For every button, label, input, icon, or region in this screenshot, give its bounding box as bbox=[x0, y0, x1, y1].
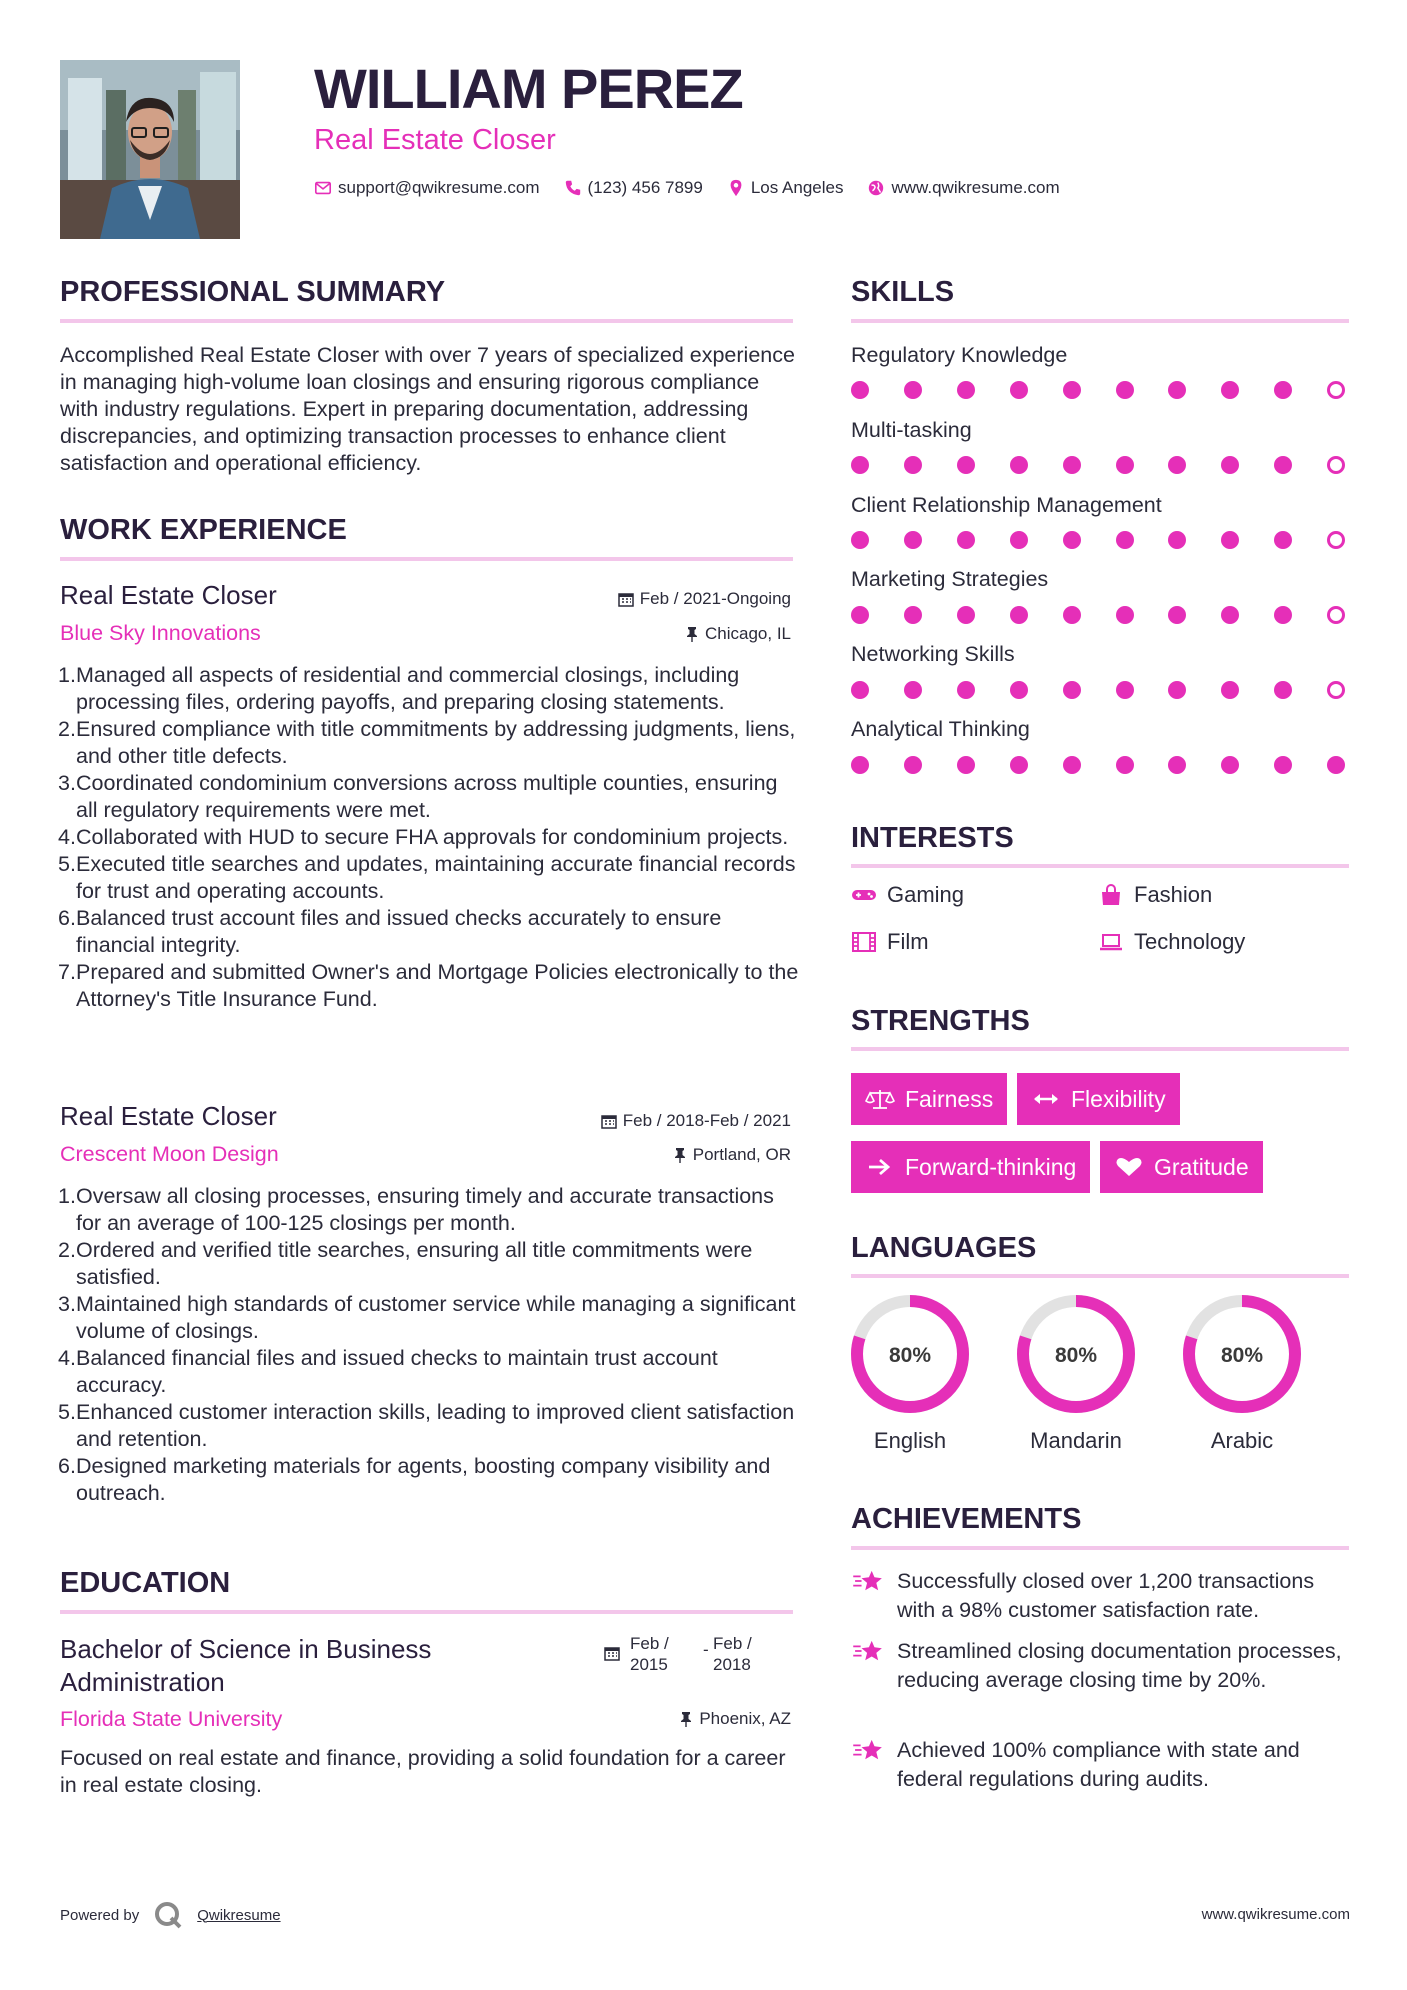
skill-dot-filled bbox=[1063, 681, 1081, 699]
interest-label: Gaming bbox=[887, 882, 965, 907]
languages-divider bbox=[851, 1274, 1349, 1278]
achievement-text: Streamlined closing documentation processes, reducing average closing time by 20%. bbox=[897, 1639, 1342, 1692]
skill-dot-filled bbox=[1221, 381, 1239, 399]
interests-heading: INTERESTS bbox=[851, 822, 1014, 854]
language-name: Mandarin bbox=[1030, 1428, 1122, 1453]
skill-dot-filled bbox=[1063, 606, 1081, 624]
experience-divider bbox=[60, 557, 793, 561]
strength-chip bbox=[1017, 1073, 1180, 1125]
skill-dot-filled bbox=[1010, 456, 1028, 474]
skill-dot-filled bbox=[851, 681, 869, 699]
globe-icon bbox=[867, 179, 885, 197]
skill-dot-filled bbox=[957, 456, 975, 474]
achievement-item bbox=[851, 1567, 1351, 1625]
interest-item bbox=[1098, 929, 1245, 955]
achievement-text: Achieved 100% compliance with state and federal regulations during audits. bbox=[897, 1738, 1300, 1791]
footer-brand-link[interactable]: Qwikresume bbox=[197, 1906, 281, 1924]
list-item: 2. Ensured compliance with title commitments by addressing judgments, liens, and other title defects. bbox=[58, 717, 796, 768]
job-duties-list bbox=[58, 662, 803, 1013]
strengths-divider bbox=[851, 1047, 1349, 1051]
experience-heading: WORK EXPERIENCE bbox=[60, 514, 347, 546]
calendar-icon bbox=[618, 591, 634, 607]
language-item bbox=[848, 1292, 972, 1454]
language-item bbox=[1180, 1292, 1304, 1454]
job-location-text: Portland, OR bbox=[692, 1145, 791, 1164]
school-name: Florida State University bbox=[60, 1707, 283, 1731]
skill-dot-filled bbox=[1010, 681, 1028, 699]
language-progress-ring bbox=[1014, 1292, 1138, 1416]
skill-dot-filled bbox=[1063, 756, 1081, 774]
skill-dot-filled bbox=[957, 756, 975, 774]
education-end-year: 2018 bbox=[713, 1655, 751, 1674]
skill-rating bbox=[851, 381, 1351, 401]
skill-dot-filled bbox=[1221, 606, 1239, 624]
language-percent: 80% bbox=[888, 1344, 932, 1367]
skill-dot-filled bbox=[1116, 456, 1134, 474]
skill-name: Analytical Thinking bbox=[851, 717, 1030, 741]
skill-dot-filled bbox=[1221, 531, 1239, 549]
skill-name: Networking Skills bbox=[851, 642, 1015, 666]
skill-dot-filled bbox=[957, 681, 975, 699]
strength-label: Forward-thinking bbox=[905, 1153, 1077, 1180]
education-location-text: Phoenix, AZ bbox=[699, 1709, 791, 1728]
contact-location bbox=[727, 178, 844, 198]
list-item: 1. Oversaw all closing processes, ensuring timely and accurate transactions for an average of 100-125 closings per month. bbox=[58, 1184, 774, 1235]
language-name: English bbox=[873, 1428, 947, 1453]
skill-dot-filled bbox=[1116, 606, 1134, 624]
list-item: 4. Balanced financial files and issued checks to maintain trust account accuracy. bbox=[58, 1346, 718, 1397]
pushpin-icon bbox=[673, 1147, 687, 1163]
skill-rating bbox=[851, 456, 1351, 476]
skill-dot-filled bbox=[1274, 456, 1292, 474]
skill-dot-empty bbox=[1327, 531, 1345, 549]
gamepad-icon bbox=[851, 884, 877, 906]
skill-dot-filled bbox=[1168, 606, 1186, 624]
pushpin-icon bbox=[685, 626, 699, 642]
skill-dot-empty bbox=[1327, 606, 1345, 624]
skill-name: Multi-tasking bbox=[851, 418, 972, 442]
phone-icon bbox=[564, 179, 582, 197]
strength-label: Flexibility bbox=[1071, 1085, 1166, 1112]
achievement-item bbox=[851, 1736, 1351, 1794]
calendar-icon bbox=[601, 1113, 617, 1129]
skill-dot-empty bbox=[1327, 381, 1345, 399]
shooting-star-icon bbox=[851, 1637, 885, 1663]
laptop-icon bbox=[1098, 931, 1124, 953]
envelope-icon bbox=[314, 179, 332, 197]
strength-label: Fairness bbox=[905, 1085, 994, 1112]
shopping-bag-icon bbox=[1098, 884, 1124, 906]
skill-dot-filled bbox=[1327, 756, 1345, 774]
skill-dot-filled bbox=[851, 606, 869, 624]
candidate-name: WILLIAM PEREZ bbox=[314, 57, 743, 120]
skill-dot-filled bbox=[1010, 381, 1028, 399]
interest-label: Film bbox=[887, 929, 929, 954]
languages-heading: LANGUAGES bbox=[851, 1232, 1037, 1264]
skill-name: Marketing Strategies bbox=[851, 567, 1049, 591]
strength-chip bbox=[851, 1073, 1007, 1125]
list-item: 3. Maintained high standards of customer service while managing a significant volume of closings. bbox=[58, 1292, 796, 1343]
job-date bbox=[601, 1111, 791, 1131]
achievement-item bbox=[851, 1637, 1351, 1695]
interests-divider bbox=[851, 864, 1349, 868]
skills-divider bbox=[851, 319, 1349, 323]
skill-dot-filled bbox=[851, 381, 869, 399]
job-company: Crescent Moon Design bbox=[60, 1142, 279, 1166]
heart-icon bbox=[1114, 1155, 1144, 1179]
list-item: 5. Enhanced customer interaction skills, leading to improved client satisfaction and retention. bbox=[58, 1400, 795, 1451]
skill-dot-filled bbox=[1010, 606, 1028, 624]
skill-dot-empty bbox=[1327, 456, 1345, 474]
skill-rating bbox=[851, 606, 1351, 626]
education-start-year: 2015 bbox=[630, 1655, 668, 1674]
interest-item bbox=[851, 882, 964, 908]
education-end-month: Feb / bbox=[713, 1634, 752, 1653]
pushpin-icon bbox=[679, 1711, 693, 1727]
skill-name: Regulatory Knowledge bbox=[851, 343, 1068, 367]
language-percent: 80% bbox=[1054, 1344, 1098, 1367]
education-date-separator: - bbox=[703, 1640, 709, 1659]
summary-text: Accomplished Real Estate Closer with over 7 years of specialized experience in managing high-volume loan closings and ensuring rigorous compliance with industry regulations. Expert in preparing documentation, addressing discrepancies, and optimizing transaction processes to enhance client satisfaction and operational efficiency. bbox=[60, 343, 795, 475]
job-date bbox=[618, 589, 791, 609]
job-location bbox=[673, 1145, 791, 1165]
strengths-heading: STRENGTHS bbox=[851, 1005, 1030, 1037]
skill-dot-filled bbox=[1010, 531, 1028, 549]
profile-photo bbox=[60, 60, 240, 239]
film-icon bbox=[851, 931, 877, 953]
map-pin-icon bbox=[727, 179, 745, 197]
list-item: 6. Designed marketing materials for agents, boosting company visibility and outreach. bbox=[58, 1454, 771, 1505]
job-date-text: Feb / 2021-Ongoing bbox=[639, 589, 791, 608]
interest-label: Technology bbox=[1134, 929, 1246, 954]
location-text: Los Angeles bbox=[750, 178, 844, 197]
balance-scale-icon bbox=[865, 1087, 895, 1111]
education-start-month: Feb / bbox=[630, 1634, 669, 1653]
skill-dot-filled bbox=[957, 381, 975, 399]
skill-dot-filled bbox=[1116, 681, 1134, 699]
skill-dot-filled bbox=[1168, 381, 1186, 399]
list-item: 1. Managed all aspects of residential and commercial closings, including processing files, ordering payoffs, and preparing closing statements. bbox=[58, 663, 740, 714]
education-divider bbox=[60, 1610, 793, 1614]
summary-heading: PROFESSIONAL SUMMARY bbox=[60, 276, 446, 308]
degree-title: Bachelor of Science in Business Administration bbox=[60, 1634, 432, 1697]
skill-dot-filled bbox=[904, 456, 922, 474]
contact-bar bbox=[314, 178, 1074, 198]
website-text: www.qwikresume.com bbox=[891, 178, 1060, 197]
job-duties-list bbox=[58, 1183, 803, 1507]
contact-email[interactable] bbox=[314, 178, 540, 198]
skill-dot-filled bbox=[1010, 756, 1028, 774]
achievements-heading: ACHIEVEMENTS bbox=[851, 1503, 1082, 1535]
contact-phone[interactable] bbox=[564, 178, 703, 198]
skill-dot-filled bbox=[1063, 531, 1081, 549]
skill-dot-filled bbox=[1168, 531, 1186, 549]
shooting-star-icon bbox=[851, 1736, 885, 1762]
interest-label: Fashion bbox=[1134, 882, 1213, 907]
arrow-right-icon bbox=[865, 1155, 895, 1179]
skill-dot-filled bbox=[957, 606, 975, 624]
language-percent: 80% bbox=[1220, 1344, 1264, 1367]
education-start-date bbox=[630, 1633, 669, 1675]
qwikresume-logo-icon bbox=[153, 1900, 183, 1930]
skill-dot-filled bbox=[1274, 531, 1292, 549]
skill-dot-filled bbox=[1221, 456, 1239, 474]
skill-dot-filled bbox=[957, 531, 975, 549]
skills-heading: SKILLS bbox=[851, 276, 955, 308]
skill-dot-filled bbox=[851, 456, 869, 474]
skill-rating bbox=[851, 531, 1351, 551]
skill-dot-filled bbox=[904, 381, 922, 399]
interest-item bbox=[1098, 882, 1212, 908]
skill-dot-filled bbox=[904, 606, 922, 624]
skill-dot-filled bbox=[1221, 756, 1239, 774]
skill-dot-filled bbox=[1221, 681, 1239, 699]
education-location bbox=[679, 1709, 791, 1729]
skill-dot-filled bbox=[904, 756, 922, 774]
skill-dot-filled bbox=[1168, 456, 1186, 474]
calendar-icon bbox=[604, 1645, 620, 1661]
skill-dot-filled bbox=[904, 531, 922, 549]
skill-dot-filled bbox=[1063, 456, 1081, 474]
skill-rating bbox=[851, 681, 1351, 701]
language-progress-ring bbox=[1180, 1292, 1304, 1416]
skill-dot-filled bbox=[1116, 531, 1134, 549]
strength-chip bbox=[851, 1141, 1090, 1193]
language-progress-ring bbox=[848, 1292, 972, 1416]
language-item bbox=[1014, 1292, 1138, 1454]
skill-dot-filled bbox=[1168, 681, 1186, 699]
footer-branding bbox=[60, 1900, 281, 1930]
powered-by-text: Powered by bbox=[60, 1906, 140, 1924]
education-end-date bbox=[713, 1633, 752, 1675]
footer-website-link[interactable]: www.qwikresume.com bbox=[1201, 1906, 1350, 1923]
list-item: 6. Balanced trust account files and issued checks accurately to ensure financial integrity. bbox=[58, 906, 722, 957]
skill-dot-filled bbox=[1274, 606, 1292, 624]
job-company: Blue Sky Innovations bbox=[60, 621, 261, 645]
education-heading: EDUCATION bbox=[60, 1567, 231, 1599]
skill-dot-filled bbox=[1116, 381, 1134, 399]
summary-divider bbox=[60, 319, 793, 323]
skill-rating bbox=[851, 756, 1351, 776]
achievements-divider bbox=[851, 1546, 1349, 1550]
list-item: 7. Prepared and submitted Owner's and Mortgage Policies electronically to the Attorney's Title Insurance Fund. bbox=[58, 960, 799, 1011]
contact-website[interactable] bbox=[867, 178, 1059, 198]
job-location-text: Chicago, IL bbox=[705, 624, 791, 643]
skill-dot-filled bbox=[1274, 381, 1292, 399]
skill-dot-filled bbox=[1274, 756, 1292, 774]
interest-item bbox=[851, 929, 929, 955]
shooting-star-icon bbox=[851, 1567, 885, 1593]
strength-label: Gratitude bbox=[1154, 1153, 1249, 1180]
skill-dot-filled bbox=[851, 531, 869, 549]
skill-dot-empty bbox=[1327, 681, 1345, 699]
education-description: Focused on real estate and finance, providing a solid foundation for a career in real estate closing. bbox=[60, 1746, 786, 1797]
double-arrow-icon bbox=[1031, 1087, 1061, 1111]
job-title: Real Estate Closer bbox=[60, 1101, 277, 1131]
skill-dot-filled bbox=[904, 681, 922, 699]
skill-dot-filled bbox=[1063, 381, 1081, 399]
candidate-role: Real Estate Closer bbox=[314, 124, 556, 156]
list-item: 4. Collaborated with HUD to secure FHA approvals for condominium projects. bbox=[58, 825, 789, 849]
skill-name: Client Relationship Management bbox=[851, 493, 1162, 517]
list-item: 3. Coordinated condominium conversions across multiple counties, ensuring all regulatory requirements were met. bbox=[58, 771, 778, 822]
phone-text: (123) 456 7899 bbox=[587, 178, 703, 197]
job-date-text: Feb / 2018-Feb / 2021 bbox=[622, 1111, 791, 1130]
list-item: 2. Ordered and verified title searches, ensuring all title commitments were satisfied. bbox=[58, 1238, 753, 1289]
list-item: 5. Executed title searches and updates, maintaining accurate financial records for trust and operating accounts. bbox=[58, 852, 796, 903]
skill-dot-filled bbox=[851, 756, 869, 774]
achievement-text: Successfully closed over 1,200 transactions with a 98% customer satisfaction rate. bbox=[897, 1569, 1315, 1622]
skill-dot-filled bbox=[1168, 756, 1186, 774]
language-name: Arabic bbox=[1210, 1428, 1274, 1453]
email-text: support@qwikresume.com bbox=[338, 178, 540, 197]
skill-dot-filled bbox=[1274, 681, 1292, 699]
job-title: Real Estate Closer bbox=[60, 580, 277, 610]
strength-chip bbox=[1100, 1141, 1263, 1193]
job-location bbox=[685, 624, 791, 644]
skill-dot-filled bbox=[1116, 756, 1134, 774]
